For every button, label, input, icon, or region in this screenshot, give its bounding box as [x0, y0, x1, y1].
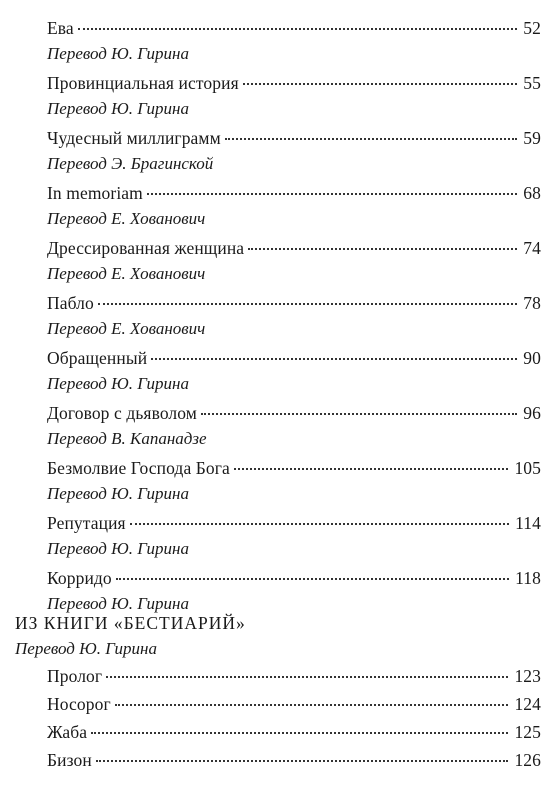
page-number: 126	[514, 750, 541, 770]
toc-entry	[0, 403, 560, 458]
toc-entry	[0, 183, 560, 238]
page-number: 114	[515, 513, 541, 533]
page-number: 96	[523, 403, 541, 423]
section-header	[15, 613, 545, 665]
toc-entry	[0, 694, 560, 722]
entry-title: Корридо	[47, 568, 112, 588]
entry-translator: Перевод Е. Хованович	[47, 319, 206, 338]
dot-leader	[130, 523, 509, 525]
dot-leader	[201, 413, 517, 415]
entry-translator: Перевод В. Капанадзе	[47, 429, 207, 448]
entry-title: Договор с дьяволом	[47, 403, 197, 423]
dot-leader	[234, 468, 509, 470]
page-number: 59	[523, 128, 541, 148]
toc-entry	[0, 18, 560, 73]
toc-entry	[0, 750, 560, 778]
entry-translator: Перевод Ю. Гирина	[47, 44, 189, 63]
dot-leader	[115, 704, 509, 706]
entry-title: Жаба	[47, 722, 88, 742]
page-number: 90	[523, 348, 541, 368]
entry-translator: Перевод Е. Хованович	[47, 264, 206, 283]
section-entries	[0, 666, 560, 778]
page-number: 78	[523, 293, 541, 313]
entry-title: Пабло	[47, 293, 94, 313]
page-number: 105	[514, 458, 541, 478]
dot-leader	[91, 732, 508, 734]
dot-leader	[243, 83, 518, 85]
entry-translator: Перевод Ю. Гирина	[47, 539, 189, 558]
page-number: 125	[514, 722, 541, 742]
entry-title: Дрессированная женщина	[47, 238, 245, 258]
entry-title: Обращенный	[47, 348, 148, 368]
section-title: ИЗ КНИГИ «БЕСТИАРИЙ»	[15, 613, 246, 633]
entry-title: Ева	[47, 18, 74, 38]
page-number: 52	[523, 18, 541, 38]
entry-title: Пролог	[47, 666, 103, 686]
dot-leader	[98, 303, 517, 305]
toc-list	[0, 18, 560, 623]
toc-entry	[0, 458, 560, 513]
toc-entry	[0, 128, 560, 183]
page-number: 118	[515, 568, 541, 588]
entry-title: Бизон	[47, 750, 92, 770]
entry-translator: Перевод Э. Брагинской	[47, 154, 214, 173]
toc-entry	[0, 238, 560, 293]
entry-title: Репутация	[47, 513, 126, 533]
entry-title: Провинциальная история	[47, 73, 239, 93]
page-number: 123	[514, 666, 541, 686]
toc-entry	[0, 293, 560, 348]
dot-leader	[225, 138, 518, 140]
toc-entry	[0, 666, 560, 694]
entry-translator: Перевод Ю. Гирина	[47, 374, 189, 393]
toc-entry	[0, 722, 560, 750]
section-translator: Перевод Ю. Гирина	[15, 639, 157, 658]
entry-title: Носорог	[47, 694, 111, 714]
dot-leader	[106, 676, 508, 678]
entry-translator: Перевод Ю. Гирина	[47, 484, 189, 503]
toc-entry	[0, 73, 560, 128]
entry-translator: Перевод Ю. Гирина	[47, 594, 189, 613]
toc-entry	[0, 513, 560, 568]
entry-translator: Перевод Е. Хованович	[47, 209, 206, 228]
page-number: 55	[523, 73, 541, 93]
dot-leader	[96, 760, 509, 762]
page-number: 68	[523, 183, 541, 203]
toc-entry	[0, 348, 560, 403]
dot-leader	[151, 358, 517, 360]
page-number: 124	[514, 694, 541, 714]
entry-title: Чудесный миллиграмм	[47, 128, 221, 148]
dot-leader	[116, 578, 509, 580]
dot-leader	[248, 248, 517, 250]
dot-leader	[78, 28, 518, 30]
dot-leader	[147, 193, 517, 195]
entry-title: Безмолвие Господа Бога	[47, 458, 230, 478]
page-number: 74	[523, 238, 541, 258]
entry-translator: Перевод Ю. Гирина	[47, 99, 189, 118]
entry-title: In memoriam	[47, 183, 143, 203]
